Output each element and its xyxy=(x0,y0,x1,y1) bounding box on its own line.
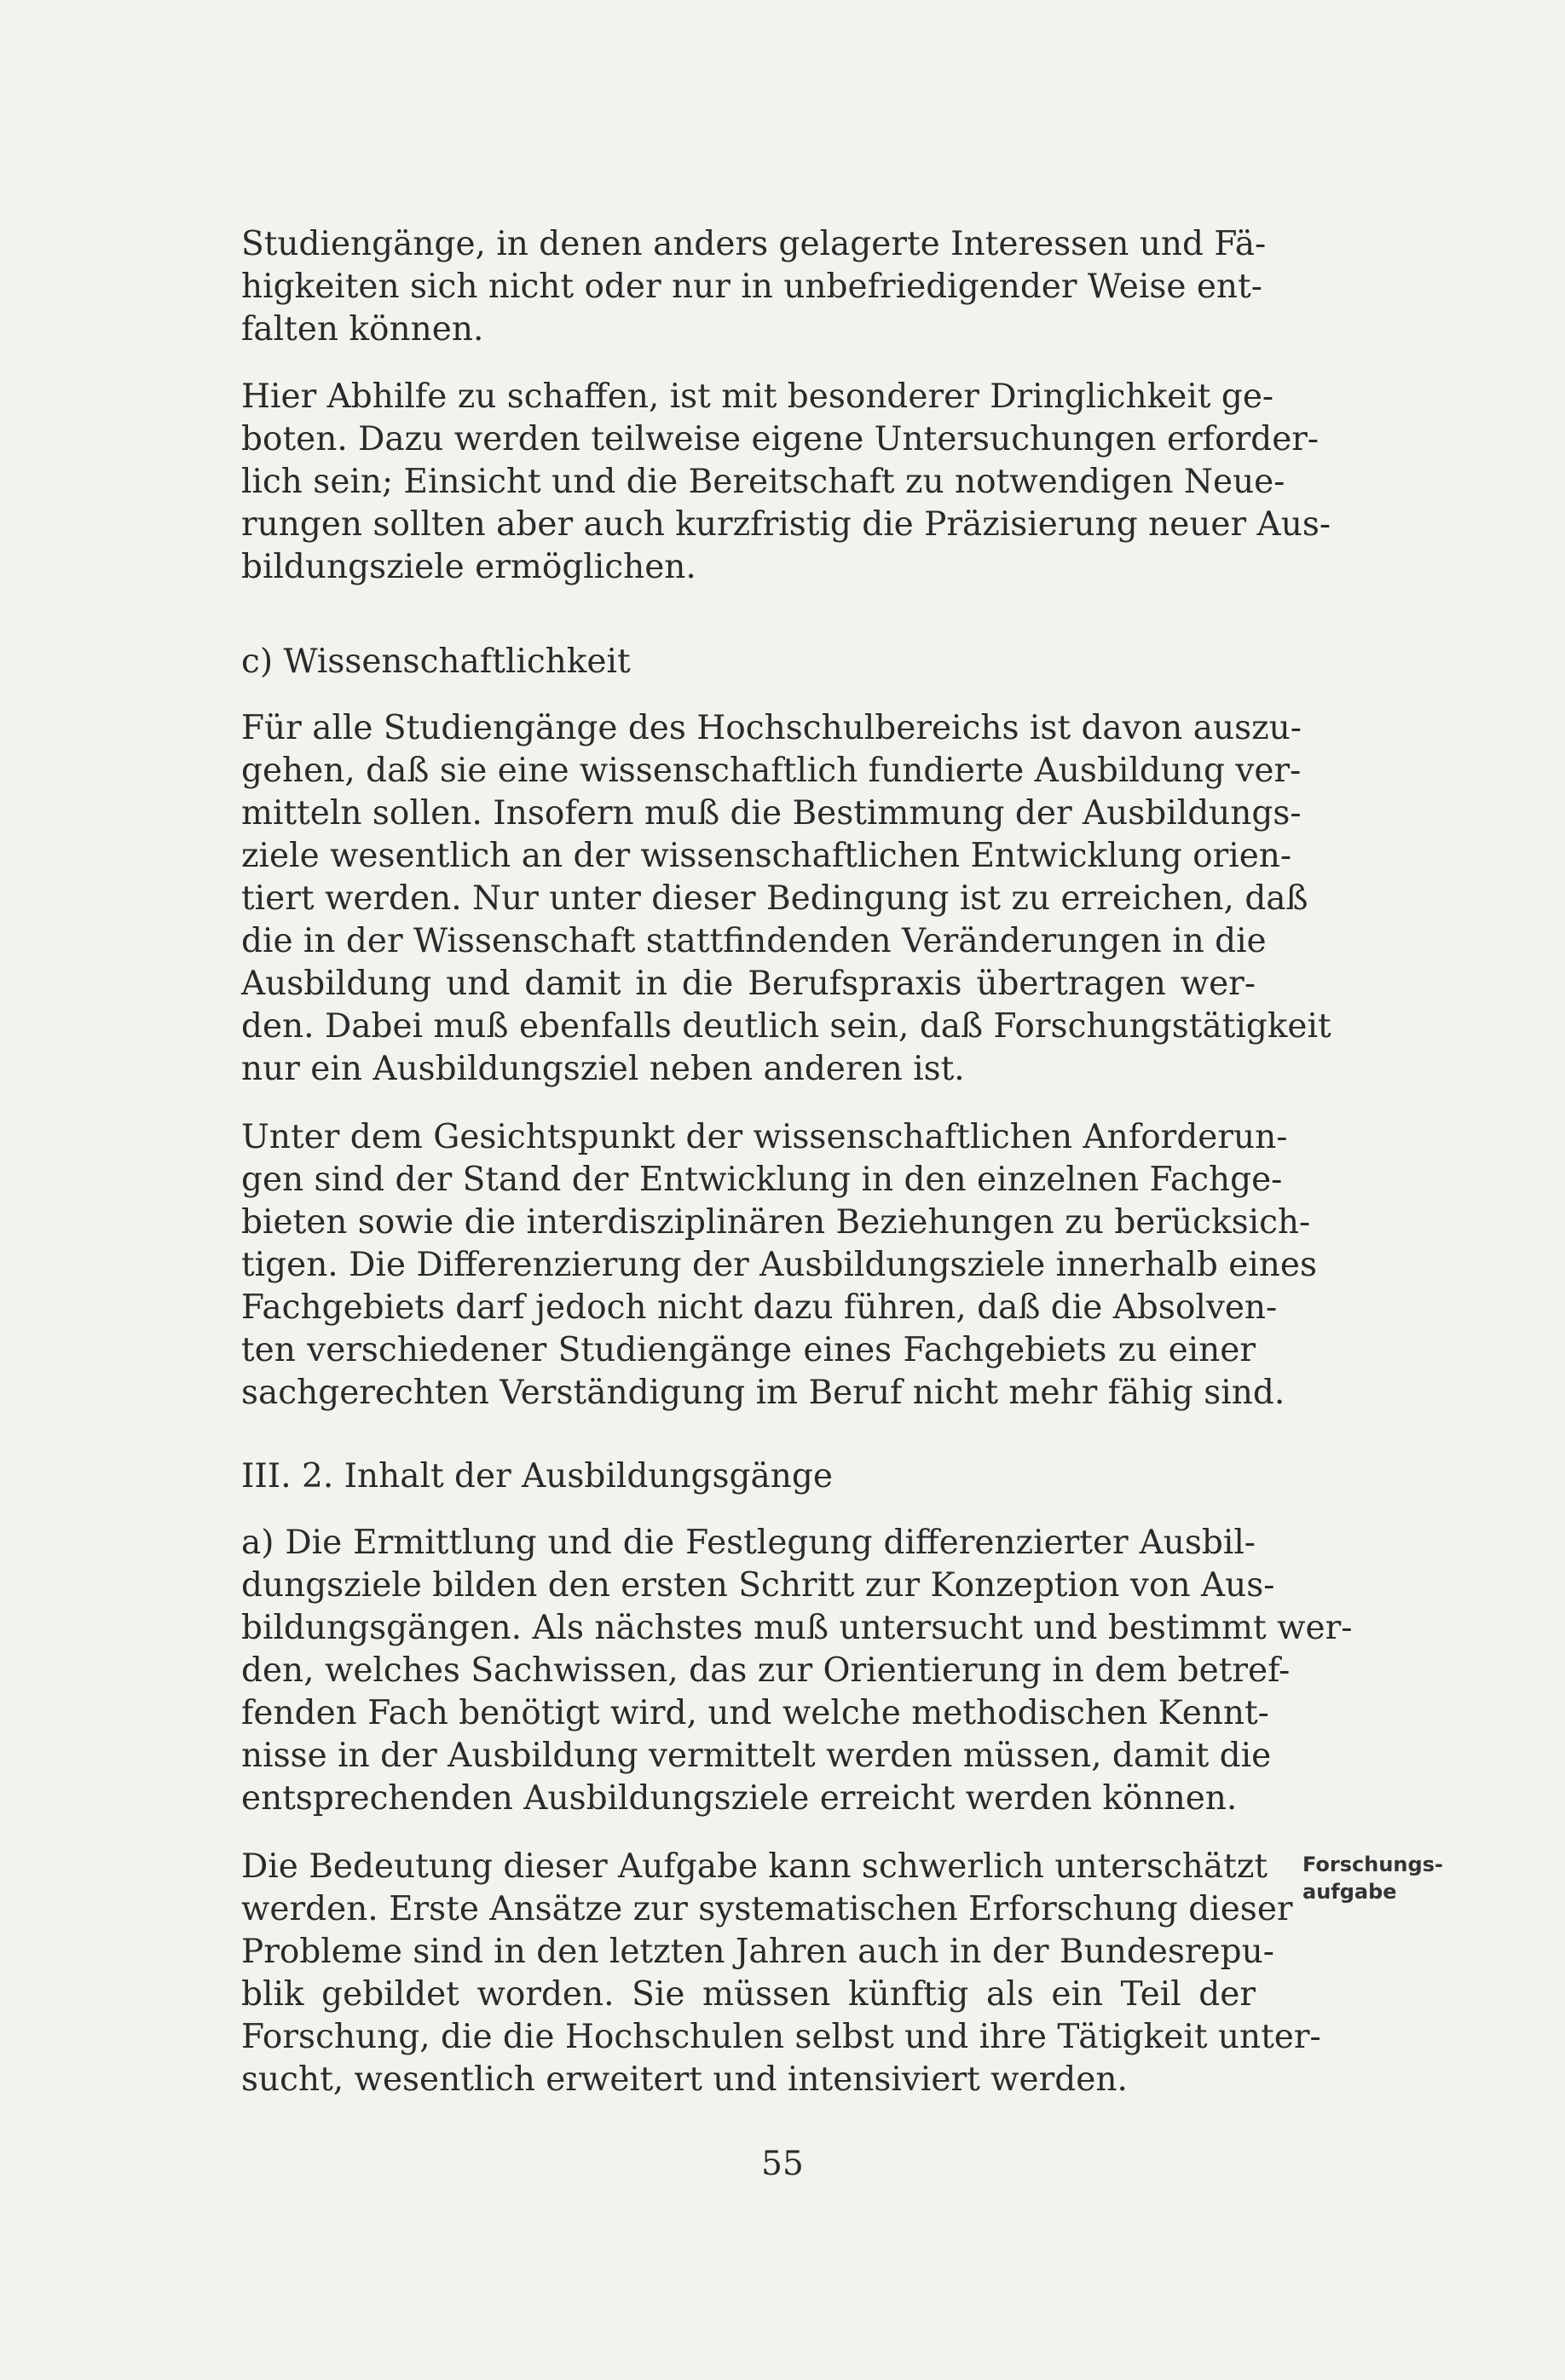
text-line: Ausbildung und damit in die Berufspraxis übertragen wer- xyxy=(241,965,1256,1003)
text-line: ziele wesentlich an der wissenschaftlichen Entwicklung orien- xyxy=(241,837,1292,875)
text-line: gen sind der Stand der Entwicklung in den einzelnen Fachge- xyxy=(241,1161,1283,1199)
text-line: Probleme sind in den letzten Jahren auch in der Bundesrepu- xyxy=(241,1933,1274,1971)
section-heading-iii-2: III. 2. Inhalt der Ausbildungsgänge xyxy=(241,1457,833,1495)
text-line: bildungsziele ermöglichen. xyxy=(241,548,696,586)
section-heading-c: c) Wissenschaftlichkeit xyxy=(241,643,631,681)
margin-note-line: aufgabe xyxy=(1302,1880,1397,1904)
text-line: higkeiten sich nicht oder nur in unbefriedigender Weise ent- xyxy=(241,268,1262,306)
text-line: Hier Abhilfe zu schaffen, ist mit besonderer Dringlichkeit ge- xyxy=(241,377,1274,416)
text-line: werden. Erste Ansätze zur systematischen Erforschung dieser xyxy=(241,1890,1293,1928)
page-number: 55 xyxy=(761,2145,804,2183)
text-line: nisse in der Ausbildung vermittelt werden müssen, damit die xyxy=(241,1737,1272,1775)
text-line: tigen. Die Differenzierung der Ausbildungsziele innerhalb eines xyxy=(241,1246,1317,1284)
text-line: sachgerechten Verständigung im Beruf nicht mehr fähig sind. xyxy=(241,1374,1285,1412)
text-line: ten verschiedener Studiengänge eines Fachgebiets zu einer xyxy=(241,1331,1256,1369)
text-line: Fachgebiets darf jedoch nicht dazu führen, daß die Absolven- xyxy=(241,1288,1278,1327)
text-line: Studiengänge, in denen anders gelagerte Interessen und Fä- xyxy=(241,225,1267,263)
text-line: blik gebildet worden. Sie müssen künftig als ein Teil der xyxy=(241,1975,1256,2014)
text-line: gehen, daß sie eine wissenschaftlich fundierte Ausbildung ver- xyxy=(241,752,1302,790)
text-line: falten können. xyxy=(241,310,484,349)
text-line: entsprechenden Ausbildungsziele erreicht werden können. xyxy=(241,1779,1238,1818)
margin-note-line: Forschungs- xyxy=(1302,1853,1443,1876)
text-line: Für alle Studiengänge des Hochschulbereichs ist davon auszu- xyxy=(241,709,1302,747)
text-line: bildungsgängen. Als nächstes muß untersucht und bestimmt wer- xyxy=(241,1609,1353,1647)
text-line: rungen sollten aber auch kurzfristig die Präzisierung neuer Aus- xyxy=(241,505,1331,544)
text-line: boten. Dazu werden teilweise eigene Untersuchungen erforder- xyxy=(241,420,1320,458)
text-line: Die Bedeutung dieser Aufgabe kann schwerlich unterschätzt xyxy=(241,1847,1268,1886)
text-line: Unter dem Gesichtspunkt der wissenschaftlichen Anforderun- xyxy=(241,1118,1288,1156)
text-line: tiert werden. Nur unter dieser Bedingung ist zu erreichen, daß xyxy=(241,879,1308,918)
text-line: fenden Fach benötigt wird, und welche methodischen Kennt- xyxy=(241,1694,1269,1732)
text-line: Forschung, die die Hochschulen selbst und ihre Tätigkeit unter- xyxy=(241,2018,1321,2056)
text-line: a) Die Ermittlung und die Festlegung differenzierter Ausbil- xyxy=(241,1524,1256,1562)
text-line: sucht, wesentlich erweitert und intensiviert werden. xyxy=(241,2060,1128,2099)
text-line: die in der Wissenschaft stattfindenden Veränderungen in die xyxy=(241,922,1267,960)
text-line: dungsziele bilden den ersten Schritt zur Konzeption von Aus- xyxy=(241,1566,1275,1605)
text-line: nur ein Ausbildungsziel neben anderen ist. xyxy=(241,1050,965,1088)
text-line: den, welches Sachwissen, das zur Orientierung in dem betref- xyxy=(241,1651,1291,1690)
text-line: den. Dabei muß ebenfalls deutlich sein, daß Forschungstätigkeit xyxy=(241,1007,1331,1046)
text-line: lich sein; Einsicht und die Bereitschaft zu notwendigen Neue- xyxy=(241,463,1285,501)
text-line: mitteln sollen. Insofern muß die Bestimmung der Ausbildungs- xyxy=(241,794,1302,833)
text-line: bieten sowie die interdisziplinären Beziehungen zu berücksich- xyxy=(241,1203,1311,1242)
